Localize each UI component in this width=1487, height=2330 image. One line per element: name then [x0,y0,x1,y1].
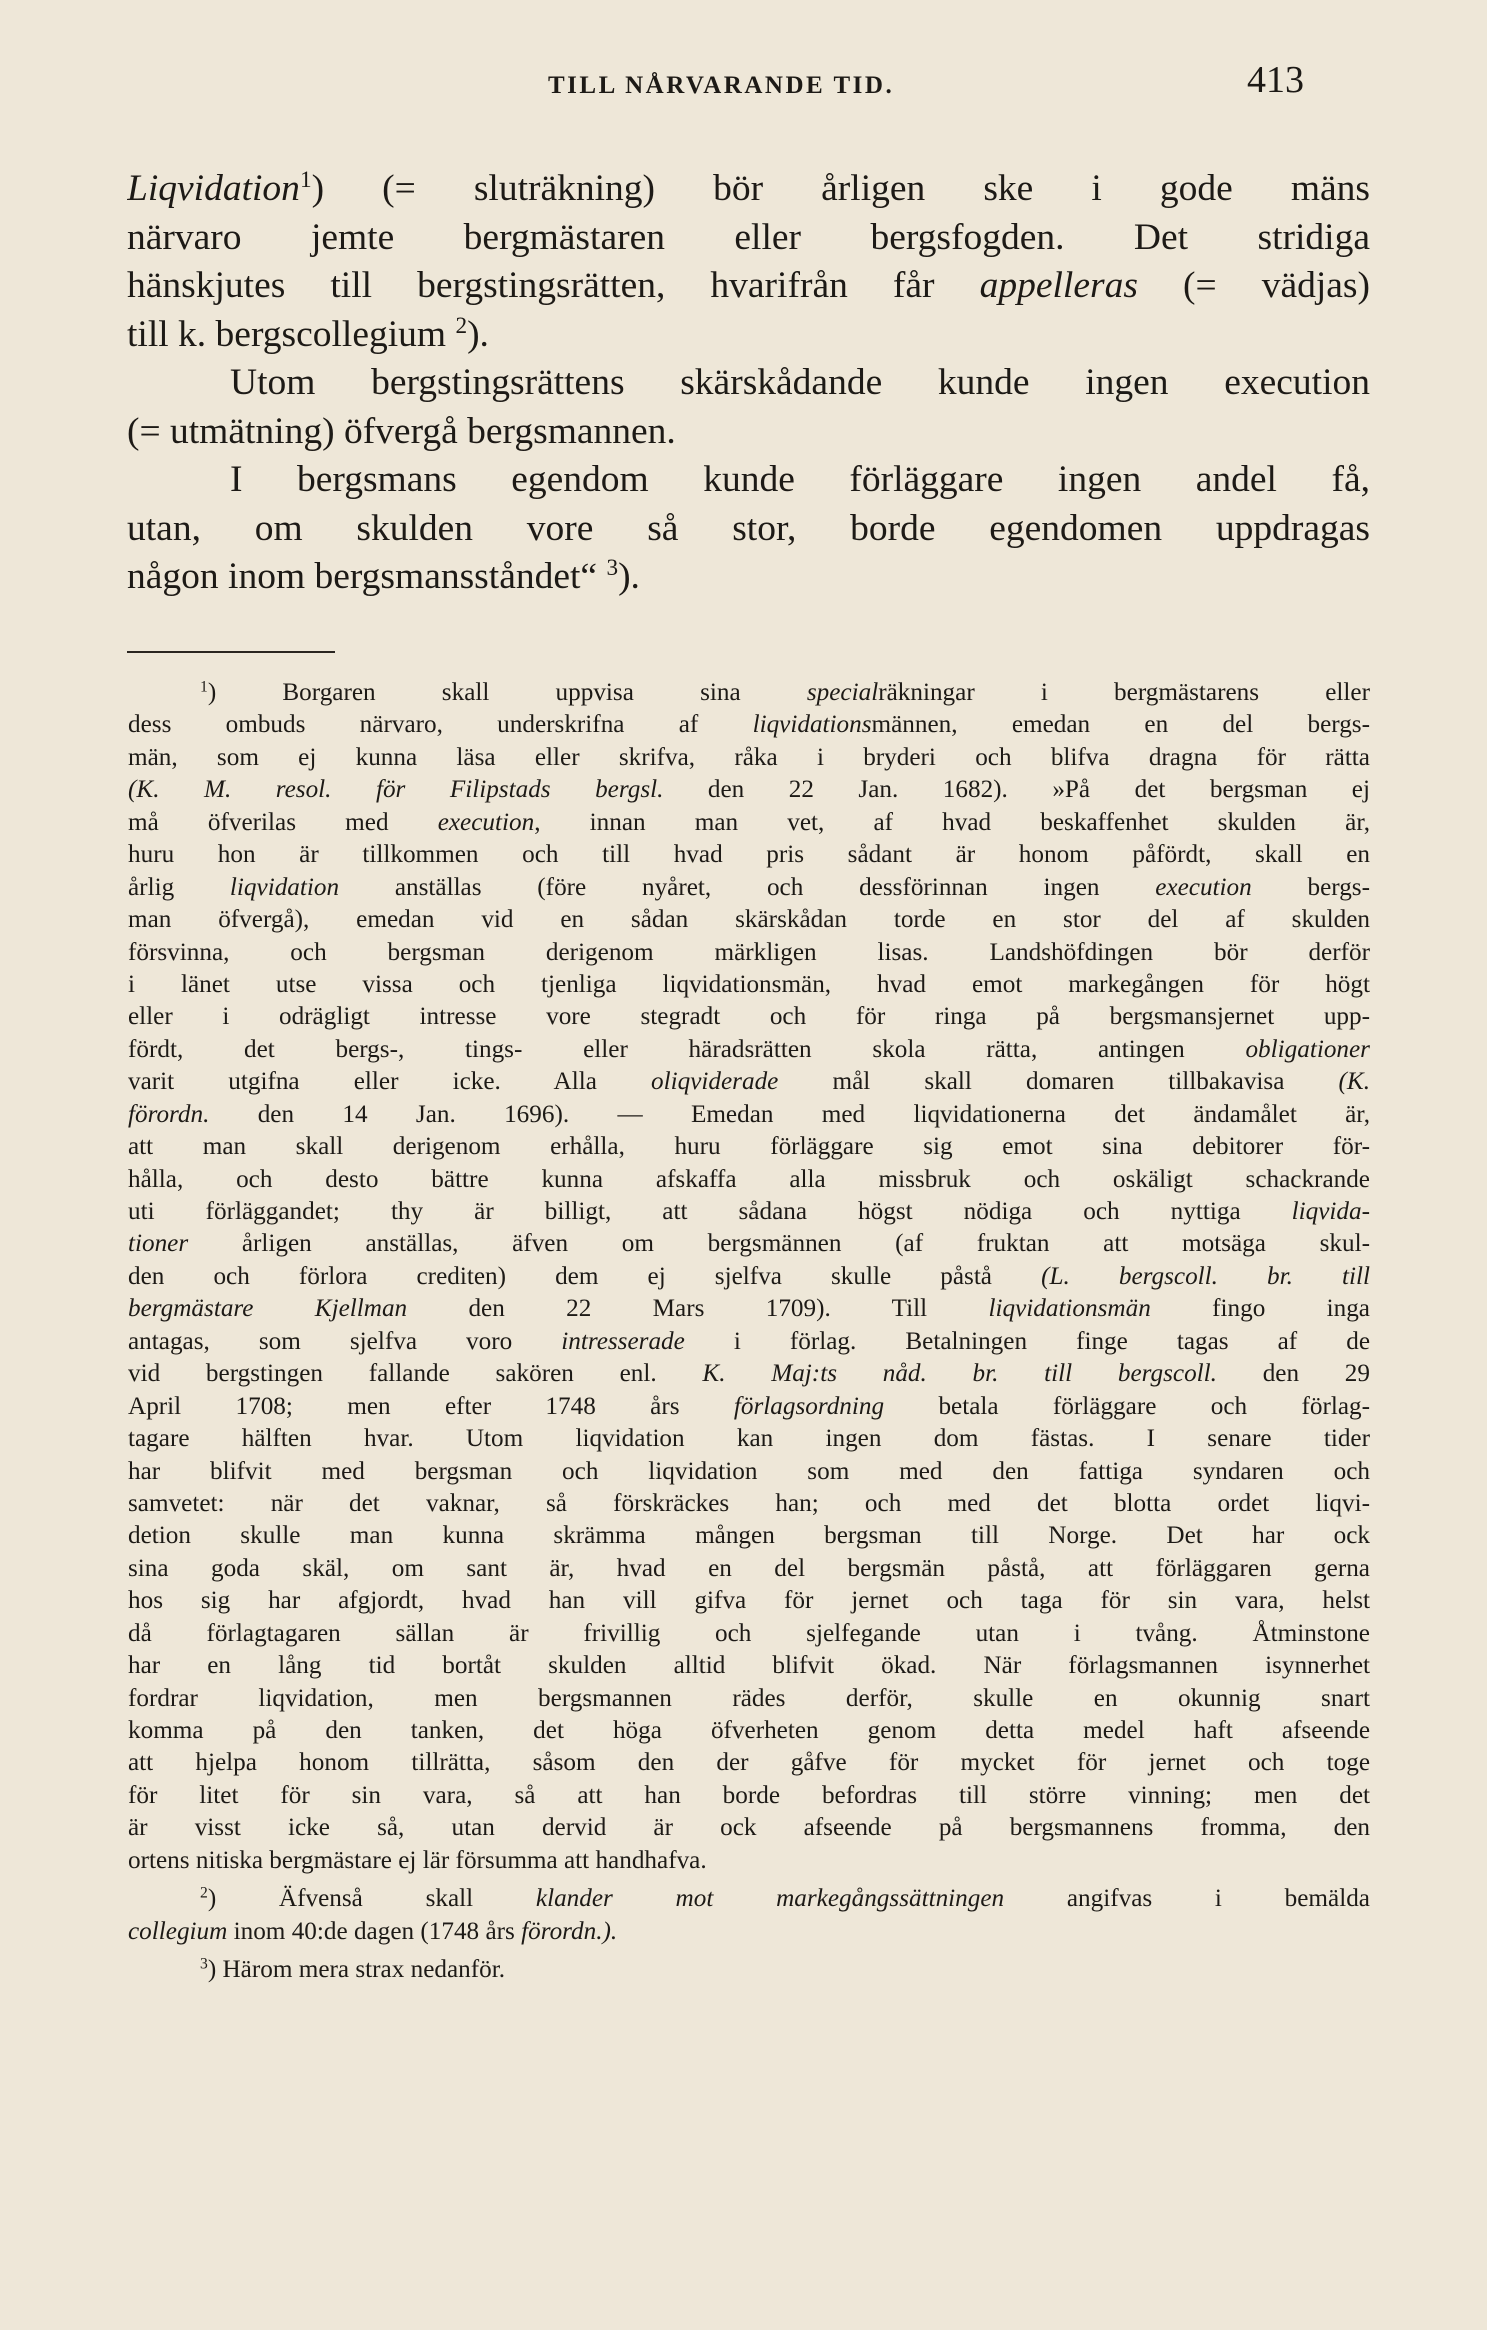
body-line [127,408,1370,457]
footnote-line [128,1845,1370,1877]
footnote-line [128,1954,1370,1986]
footnote-line [128,1520,1370,1552]
page-header [0,58,1487,108]
text-run: i länet utse vissa och tjenliga liqvidationsmän, hvad emot markegången för högt [128,970,1370,998]
text-run: den och förlora crediten) dem ej sjelfva skulle påstå [128,1262,1042,1290]
text-run: tagare hälften hvar. Utom liqvidation kan ingen dom fästas. I senare tider [128,1425,1370,1453]
footnote-marker: 2 [200,1884,208,1902]
text-run: fingo inga [1150,1295,1370,1323]
text-run: ) (= sluträkning) bör årligen ske i gode mäns [311,168,1370,209]
text-run: ) Borgaren skall uppvisa sina [207,679,807,706]
text-run: ) Äfvenså skall [207,1885,536,1913]
text-run: ortens nitiska bergmästare ej lär försumma att handhafva. [128,1846,707,1874]
footnote-line [128,872,1370,904]
main-paragraphs [127,165,1370,602]
footnote-line [128,1164,1370,1196]
italic-text: obligationer [1245,1035,1370,1063]
text-run: i förlag. Betalningen finge tagas af de [684,1327,1370,1355]
italic-text: liqvida- [1291,1198,1370,1225]
footnote-line [128,969,1370,1001]
text-run: dess ombuds närvaro, underskrifna af [128,711,753,739]
text-run: man öfvergå), emedan vid en sådan skärskådan torde en stor del af skulden [128,906,1370,934]
footnote-marker: 3 [200,1955,208,1973]
footnote-marker: 1 [299,167,312,194]
text-run: ) Härom mera strax nedanför. [207,1956,506,1984]
text-run: samvetet: när det vaknar, så förskräckes han; och med det blotta ordet liqvi- [128,1489,1370,1517]
italic-text: förlagsordning [733,1392,885,1420]
footnote-marker: 3 [606,555,619,582]
text-run: mål skall domaren tillbakavisa [778,1068,1339,1096]
text-run: ). [618,556,640,597]
footnote-line [128,1293,1370,1325]
footnote-line [128,1131,1370,1163]
text-run: I bergsmans egendom kunde förläggare ingen andel få, [230,459,1370,500]
italic-text: oliqviderade [651,1068,779,1096]
text-run: den 29 [1216,1360,1370,1388]
text-run: inom 40:de dagen (1748 års [227,1917,522,1945]
footnote-line [128,1326,1370,1358]
italic-text: klander mot markegångssättningen [535,1885,1005,1913]
text-run: April 1708; men efter 1748 års [128,1392,734,1420]
text-run: anställas (före nyåret, och dessförinnan ingen [339,873,1156,901]
footnote-line [128,774,1370,806]
italic-text: execution [1155,873,1252,901]
italic-text: liqvidation [229,873,340,901]
footnote-line [128,1034,1370,1066]
footnote-line [128,1585,1370,1617]
footnote-separator [127,651,335,653]
footnote-line [128,937,1370,969]
text-run: för litet för sin vara, så att han borde befordras till större vinning; men det [128,1781,1370,1809]
text-run: den 22 Mars 1709). Till [407,1295,989,1323]
body-line [127,214,1370,263]
footnote-line [128,1650,1370,1682]
text-run: männen, emedan en del bergs- [871,711,1370,739]
footnote-line [128,1358,1370,1390]
italic-text: collegium [128,1917,228,1945]
body-line [127,505,1370,554]
text-run: har en lång tid bortåt skulden alltid blifvit ökad. När förlagsmannen isynnerhet [128,1652,1370,1680]
text-run: fördt, det bergs-, tings- eller häradsrätten skola rätta, antingen [128,1035,1246,1063]
footnote-marker: 1 [200,678,208,696]
footnote-line [128,807,1370,839]
text-run: varit utgifna eller icke. Alla [128,1068,652,1096]
italic-text: execution [437,808,535,836]
text-run: räkningar i bergmästarens eller [878,679,1370,706]
footnote-marker: 2 [455,312,468,339]
italic-text: (K. M. resol. för Filipstads bergsl. [128,776,664,804]
text-run: att man skall derigenom erhålla, huru förläggare sig emot sina debitorer för- [128,1133,1370,1161]
italic-text: Liqvidation [127,168,300,209]
italic-text: (K. [1338,1068,1370,1096]
body-line [127,359,1370,408]
text-run: är visst icke så, utan dervid är ock afseende på bergsmannens fromma, den [128,1814,1370,1842]
italic-text: intresserade [561,1327,685,1355]
text-run: den 14 Jan. 1696). — Emedan med liqvidationerna det ändamålet är, [209,1100,1370,1128]
body-line [127,456,1370,505]
text-run: att hjelpa honom tillrätta, såsom den der gåfve för mycket för jernet och toge [128,1749,1370,1777]
text-run: hos sig har afgjordt, hvad han vill gifva för jernet och taga för sin vara, helst [128,1587,1370,1615]
italic-text: bergmästare Kjellman [128,1295,408,1323]
text-run: den 22 Jan. 1682). »På det bergsman ej [663,776,1370,804]
footnote-line [128,1883,1370,1915]
text-run: hålla, och desto bättre kunna afskaffa alla missbruk och oskäligt schackrande [128,1165,1370,1193]
footnote-line [128,1780,1370,1812]
footnote-line [128,1001,1370,1033]
body-line [127,262,1370,311]
footnote-line [128,1066,1370,1098]
footnote-line [128,1261,1370,1293]
footnote-line [128,904,1370,936]
text-run: må öfverilas med [128,808,438,836]
text-run: (= vädjas) [1137,265,1370,306]
text-run: hänskjutes till bergstingsrätten, hvarifrån får [127,265,980,306]
footnote-line [128,1715,1370,1747]
footnote-line [128,742,1370,774]
footnote-line [128,1196,1370,1228]
text-run: till k. bergscollegium [127,313,456,355]
footnote-line [128,1747,1370,1779]
italic-text: liqvidationsmän [988,1295,1151,1323]
page-number: 413 [1247,59,1304,101]
text-run: eller i odrägligt intresse vore stegradt och för ringa på bergsmansjernet upp- [128,1003,1370,1031]
footnote-line [128,1099,1370,1131]
italic-text: tioner [128,1230,189,1258]
italic-text: appelleras [979,265,1138,306]
text-run: utan, om skulden vore så stor, borde egendomen uppdragas [127,507,1370,549]
italic-text: förordn.). [521,1917,618,1945]
footnote-line [128,677,1370,709]
footnote-line [128,1812,1370,1844]
body-line [127,165,1370,214]
running-head: TILL NÅRVARANDE TID. [548,72,895,99]
footnote-line [128,1916,1370,1948]
text-run: betala förläggare och förlag- [884,1392,1370,1420]
text-run: uti förläggandet; thy är billigt, att sådana högst nödiga och nyttiga [128,1198,1292,1225]
footnotes [128,677,1370,1987]
footnote-line [128,1391,1370,1423]
text-run: då förlagtagaren sällan är frivillig och sjelfegande utan i tvång. Åtminstone [128,1619,1370,1647]
text-run: fordrar liqvidation, men bergsmannen rädes derför, skulle en okunnig snart [128,1684,1370,1712]
text-run: män, som ej kunna läsa eller skrifva, råka i bryderi och blifva dragna för rätta [128,743,1370,771]
text-run: angifvas i bemälda [1004,1885,1370,1913]
footnote-line [128,709,1370,741]
italic-text: special [806,679,879,706]
text-run: vid bergstingen fallande sakören enl. [128,1360,703,1388]
italic-text: liqvidations [752,711,872,739]
footnote-line [128,1456,1370,1488]
text-run: , innan man vet, af hvad beskaffenhet skulden är, [534,808,1370,836]
text-run: (= utmätning) öfvergå bergsmannen. [127,410,676,452]
footnote-line [128,839,1370,871]
footnote-line [128,1228,1370,1260]
footnote-line [128,1423,1370,1455]
footnote-line [128,1488,1370,1520]
italic-text: K. Maj:ts nåd. br. till bergscoll. [702,1360,1217,1388]
body-line [127,311,1370,360]
text-run: detion skulle man kunna skrämma mången bergsman till Norge. Det har ock [128,1522,1370,1550]
italic-text: förordn. [128,1100,210,1128]
footnote-line [128,1553,1370,1585]
text-run: närvaro jemte bergmästaren eller bergsfogden. Det stridiga [127,216,1370,258]
body-line [127,553,1370,602]
text-run: Utom bergstingsrättens skärskådande kunde ingen execution [230,362,1370,403]
text-run: huru hon är tillkommen och till hvad pris sådant är honom påfördt, skall en [128,841,1370,869]
italic-text: (L. bergscoll. br. till [1041,1262,1370,1290]
text-run: ). [467,313,489,355]
text-run: årligen anställas, äfven om bergsmännen (af fruktan att motsäga skul- [188,1230,1370,1258]
text-run: försvinna, och bergsman derigenom märkligen lisas. Landshöfdingen bör derför [128,938,1370,966]
text-run: sina goda skäl, om sant är, hvad en del bergsmän påstå, att förläggaren gerna [128,1554,1370,1582]
footnote-line [128,1618,1370,1650]
text-run: antagas, som sjelfva voro [128,1327,562,1355]
text-run: årlig [128,873,230,901]
text-run: någon inom bergsmansståndet“ [127,556,607,597]
text-run: komma på den tanken, det höga öfverheten genom detta medel haft afseende [128,1717,1370,1744]
text-run: bergs- [1251,873,1370,901]
footnote-line [128,1683,1370,1715]
text-run: har blifvit med bergsman och liqvidation som med den fattiga syndaren och [128,1457,1370,1485]
